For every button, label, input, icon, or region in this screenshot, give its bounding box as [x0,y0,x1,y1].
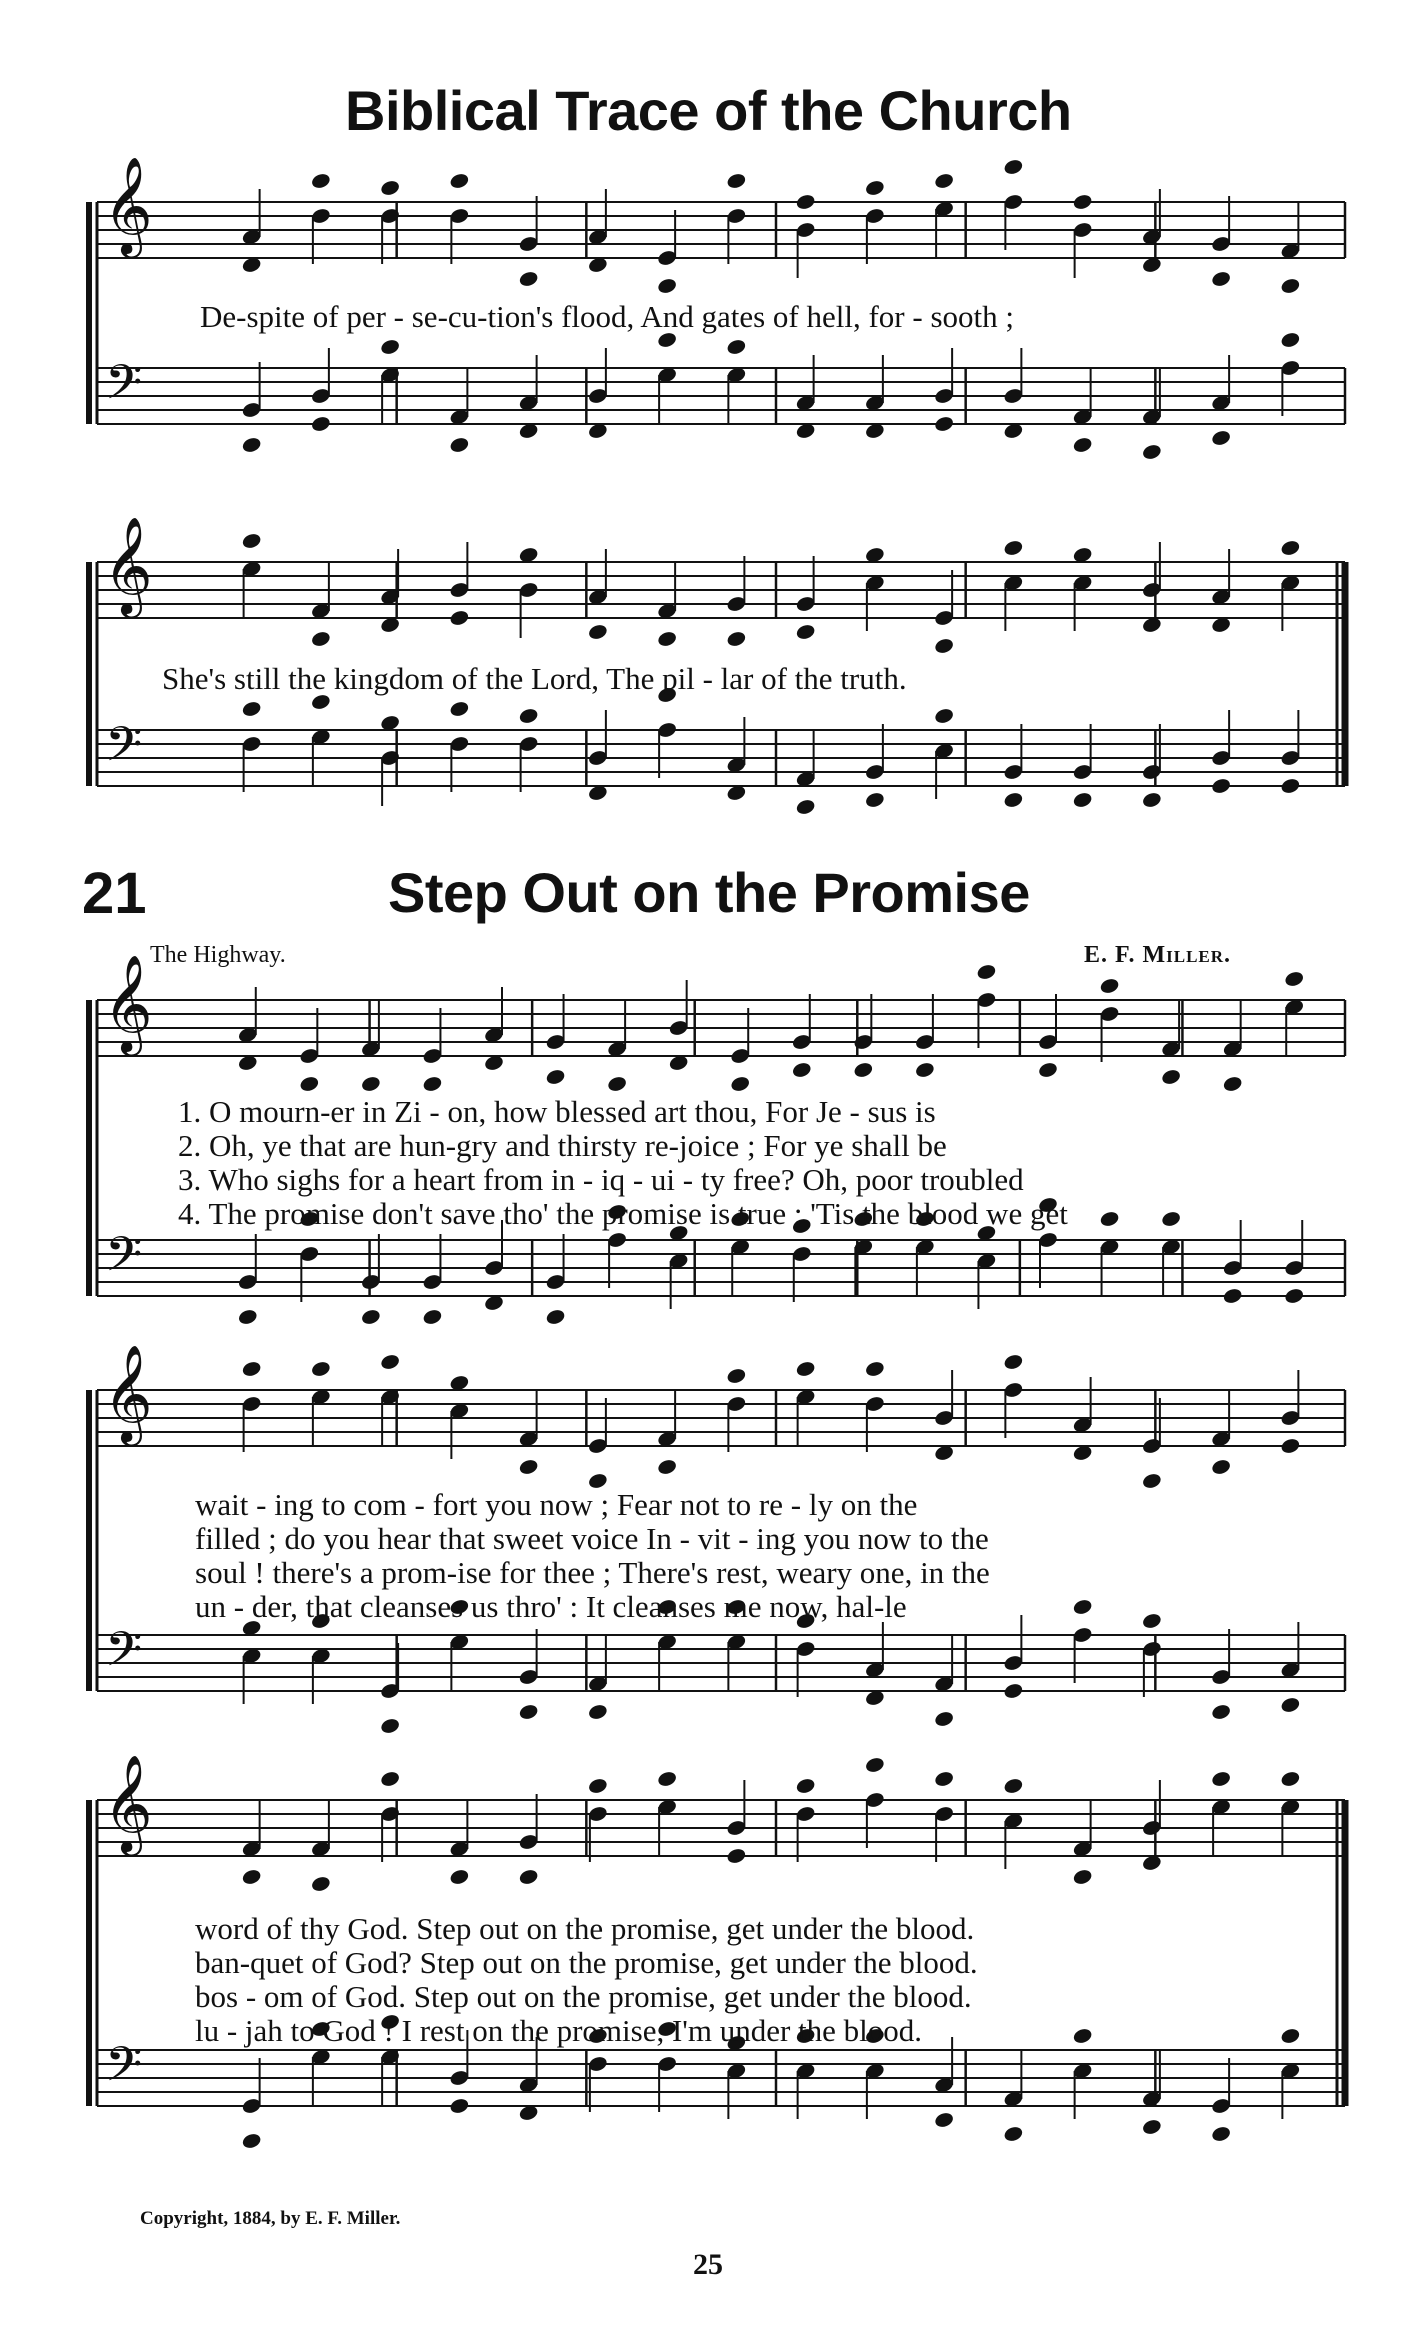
note-head [518,270,539,288]
note-head [1141,2118,1162,2136]
note-head [422,1075,443,1093]
note-head [379,179,400,197]
note-head [241,700,262,718]
note-head [449,172,470,190]
treble-clef: 𝄞 [103,156,153,254]
note-head [1141,1472,1162,1490]
note-head [449,700,470,718]
note-head [241,532,262,550]
composer-name: E. F. Miller. [1084,942,1232,968]
note-head [241,1360,262,1378]
note-head [449,609,470,627]
verse-2-line: filled ; do you hear that sweet voice In - vit - ing you now to the [195,1521,989,1556]
note-head [310,415,331,433]
note-head [1280,1437,1301,1455]
verse-2-line: ban-quet of God? Step out on the promise, get under the blood. [195,1945,978,1980]
note-head [1210,270,1231,288]
note-head [379,338,400,356]
note-head [1141,443,1162,461]
note-head [726,1847,747,1865]
note-head [241,2132,262,2150]
note-head [310,172,331,190]
bass-clef: 𝄢 [105,716,143,784]
verse-4-line: un - der, that cleanses us thro' : It cleanses me now, hal-le [195,1589,907,1624]
note-head [726,338,747,356]
note-head [1072,2027,1093,2045]
note-head [1072,1868,1093,1886]
note-head [1072,436,1093,454]
hymn-title: Step Out on the Promise [388,861,1030,924]
note-head [1280,1770,1301,1788]
note-head [933,172,954,190]
bass-clef: 𝄢 [105,354,143,422]
note-head [545,1308,566,1326]
note-head [310,1360,331,1378]
note-head [299,1075,320,1093]
treble-clef: 𝄞 [103,1344,153,1442]
note-head [587,1777,608,1795]
bass-clef: 𝄢 [105,1621,143,1689]
note-head [1210,1703,1231,1721]
note-head [1210,429,1231,447]
bass-clef: 𝄢 [105,2036,143,2104]
note-head [933,637,954,655]
lyric-line: De-spite of per - se-cu-tion's flood, And gates of hell, for - sooth ; [200,299,1014,334]
note-head [1099,1210,1120,1228]
note-head [422,1308,443,1326]
note-head [1280,277,1301,295]
note-head [1222,1287,1243,1305]
note-head [310,1875,331,1893]
note-head [933,1710,954,1728]
note-head [1210,2125,1231,2143]
note-head [1072,1598,1093,1616]
note-head [795,1360,816,1378]
note-head [726,1367,747,1385]
verse-2-line: 2. Oh, ye that are hun-gry and thirsty re-joice ; For ye shall be [178,1128,947,1163]
treble-clef: 𝄞 [103,1754,153,1852]
note-head [1003,1682,1024,1700]
treble-clef: 𝄞 [103,954,153,1052]
hymn-title: Biblical Trace of the Church [345,79,1072,142]
note-head [1280,1696,1301,1714]
note-head [518,707,539,725]
verse-3-line: soul ! there's a prom-ise for thee ; There's rest, weary one, in the [195,1555,990,1590]
verse-1-line: word of thy God. Step out on the promise, get under the blood. [195,1911,975,1946]
note-head [1037,1061,1058,1079]
note-head [976,963,997,981]
note-head [864,1756,885,1774]
note-head [1280,539,1301,557]
note-head [360,1308,381,1326]
note-head [656,630,677,648]
note-head [1072,791,1093,809]
note-head [1003,791,1024,809]
note-head [1222,1075,1243,1093]
note-head [518,1458,539,1476]
note-head [587,623,608,641]
note-head [360,1075,381,1093]
note-head [656,1458,677,1476]
note-head [1141,1612,1162,1630]
verse-1-line: 1. O mourn-er in Zi - on, how blessed art thou, For Je - sus is [178,1094,936,1129]
note-head [379,1353,400,1371]
note-head [241,1868,262,1886]
note-head [914,1061,935,1079]
note-head [795,623,816,641]
note-head [606,1075,627,1093]
note-head [730,1075,751,1093]
note-head [726,172,747,190]
note-head [864,179,885,197]
note-head [1280,331,1301,349]
note-head [1072,193,1093,211]
note-head [237,1308,258,1326]
note-head [1210,777,1231,795]
note-head [1099,977,1120,995]
note-head [1003,2125,1024,2143]
note-head [933,2111,954,2129]
note-head [1003,1777,1024,1795]
note-head [795,798,816,816]
note-head [379,1770,400,1788]
note-head [449,2097,470,2115]
note-head [1141,791,1162,809]
note-head [379,1717,400,1735]
hymn-number: 21 [82,861,147,926]
note-head [1003,539,1024,557]
note-head [795,1777,816,1795]
note-head [545,1068,566,1086]
note-head [656,277,677,295]
note-head [1003,1353,1024,1371]
note-head [1003,158,1024,176]
note-head [1160,1210,1181,1228]
page-number: 25 [693,2248,723,2281]
note-head [1284,1287,1305,1305]
note-head [518,1868,539,1886]
note-head [1160,1068,1181,1086]
note-head [518,1703,539,1721]
verse-1-line: wait - ing to com - fort you now ; Fear not to re - ly on the [195,1487,918,1522]
note-head [1210,1458,1231,1476]
note-head [1210,1770,1231,1788]
note-head [791,1061,812,1079]
copyright-notice: Copyright, 1884, by E. F. Miller. [140,2208,401,2229]
note-head [310,630,331,648]
note-head [933,1770,954,1788]
note-head [795,193,816,211]
note-head [726,630,747,648]
note-head [241,436,262,454]
note-head [1280,2027,1301,2045]
note-head [853,1061,874,1079]
note-head [449,1868,470,1886]
note-head [656,1770,677,1788]
note-head [864,791,885,809]
note-head [449,436,470,454]
tune-name: The Highway. [150,942,286,968]
note-head [1280,777,1301,795]
treble-clef: 𝄞 [103,516,153,614]
verse-4-line: lu - jah to God ! I rest on the promise, I'm under the blood. [195,2013,923,2048]
note-head [933,415,954,433]
verse-3-line: 3. Who sighs for a heart from in - iq - ui - ty free? Oh, poor troubled [178,1162,1024,1197]
verse-3-line: bos - om of God. Step out on the promise, get under the blood. [195,1979,972,2014]
lyric-line: She's still the kingdom of the Lord, The pil - lar of the truth. [162,661,907,696]
note-head [864,1360,885,1378]
verse-4-line: 4. The promise don't save tho' the promise is true ; 'Tis the blood we get [178,1196,1068,1231]
bass-clef: 𝄢 [105,1226,143,1294]
note-head [1284,970,1305,988]
note-head [587,1703,608,1721]
note-head [933,707,954,725]
